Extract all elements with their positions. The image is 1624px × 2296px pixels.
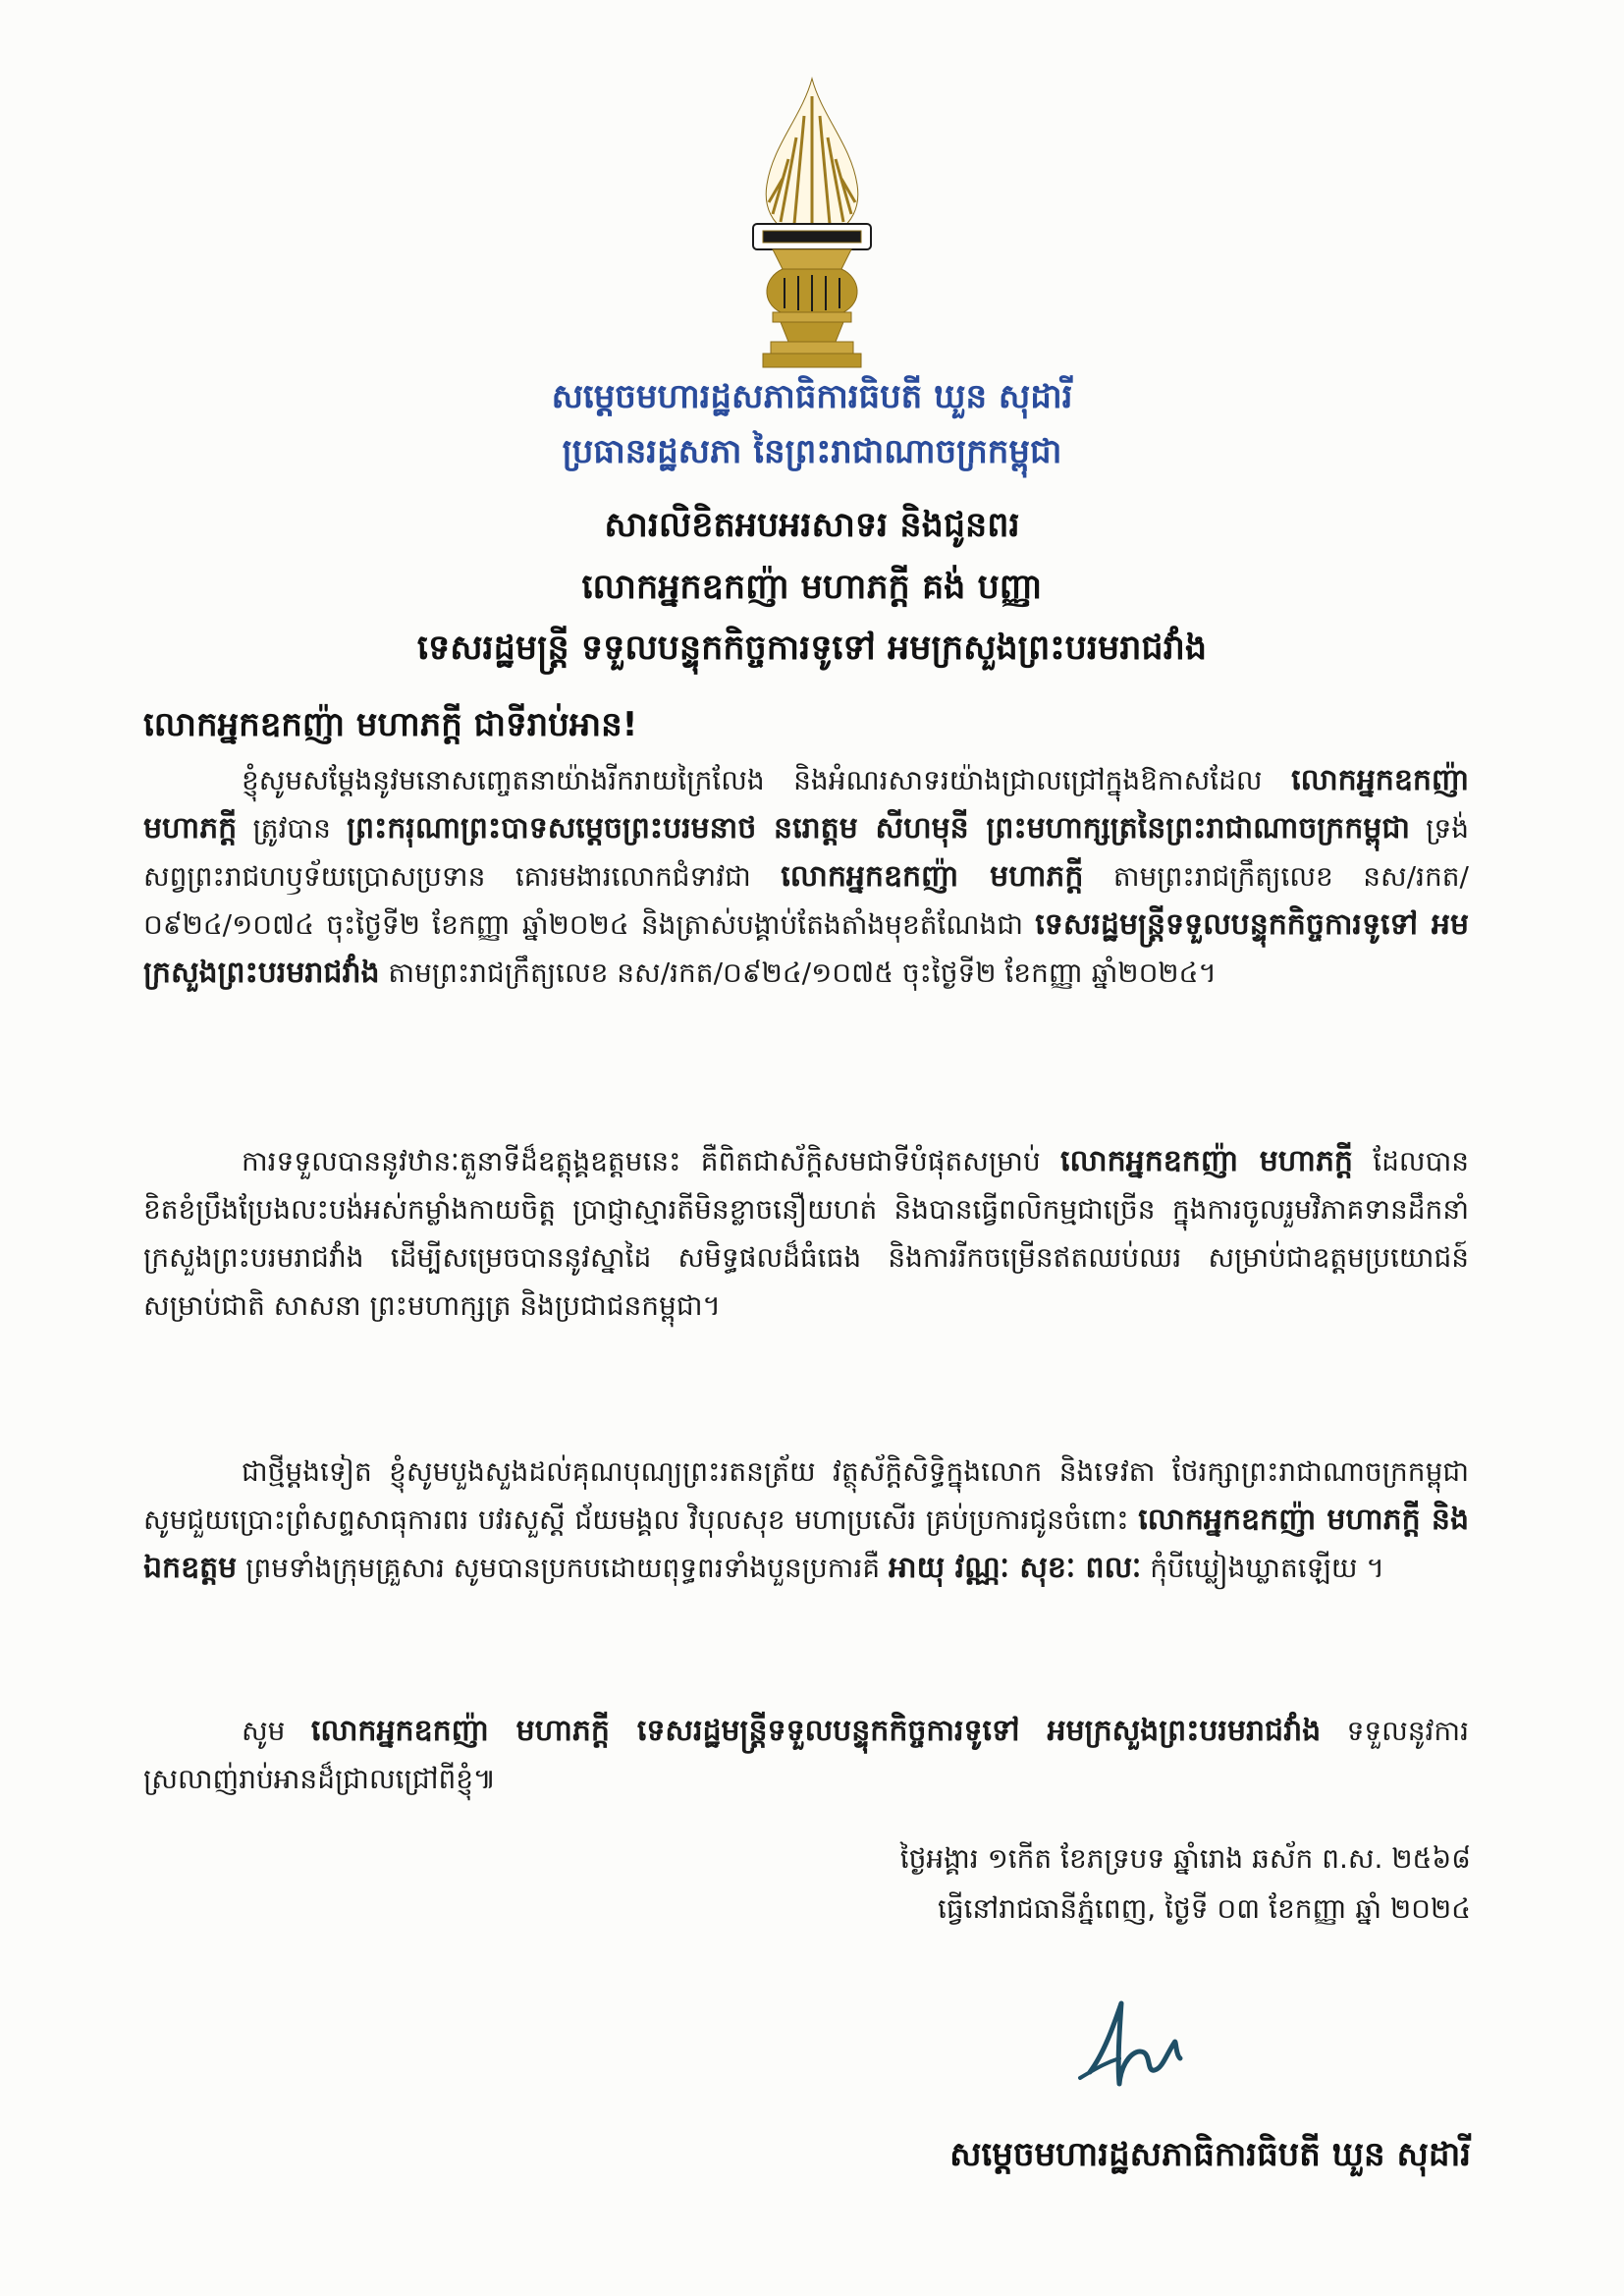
text-segment: ជាថ្មីម្តងទៀត ខ្ញុំសូមបួងសួងដល់គុណបុណ្យព្រះរតនត្រ័យ វត្ថុស័ក្តិសិទ្ធិក្នុងលោក និងទេវតា ថែរក្សាព្រះរាជាណាចក្រកម្ពុជា សូមជួយប្រោះព្រំសព្ទសាធុការពរ បវរសួស្តី ជ័យមង្គល វិបុលសុខ មហាប្រសើរ គ្រប់ប្រការជូនចំពោះ xyxy=(143,1455,1469,1536)
bold-segment: លោកអ្នកឧកញ៉ា មហាភក្តី ទេសរដ្ឋមន្ត្រីទទួលបន្ទុកកិច្ចការទូទៅ អមក្រសួងព្រះបរមរាជវាំង xyxy=(310,1714,1322,1748)
text-segment: ខ្ញុំសូមសម្តែងនូវមនោសញ្ចេតនាយ៉ាងរីករាយក្រៃលែង និងអំណរសាទរយ៉ាងជ្រាលជ្រៅក្នុងឱកាសដែល xyxy=(242,764,1292,796)
paragraph-4 xyxy=(143,1707,1469,1803)
recipient-position: ទេសរដ្ឋមន្ត្រី ទទួលបន្ទុកកិច្ចការទូទៅ អមក្រសួងព្រះបរមរាជវាំង xyxy=(416,629,1208,668)
sender-name: សម្តេចមហារដ្ឋសភាធិការធិបតី ឃួន សុដារី xyxy=(551,377,1073,416)
text-segment: សូម xyxy=(242,1715,311,1747)
text-segment: កុំបីឃ្លៀងឃ្លាតឡើយ ។ xyxy=(1141,1552,1384,1584)
text-segment: ដែលបានខិតខំប្រឹងប្រែងលះបង់អស់កម្លាំងកាយចិត្ត ប្រាជ្ញាស្មារតីមិនខ្លាចនឿយហត់ និងបានធ្វើពលិកម្មជាច្រើន ក្នុងការចូលរួមវិភាគទានដឹកនាំក្រសួងព្រះបរមរាជវាំង ដើម្បីសម្រេចបាននូវស្នាដៃ សមិទ្ធផលដ៏ធំធេង និងការរីកចម្រើនឥតឈប់ឈរ សម្រាប់ជាឧត្តមប្រយោជន៍សម្រាប់ជាតិ សាសនា ព្រះមហាក្សត្រ និងប្រជាជនកម្ពុជា។ xyxy=(143,1145,1470,1322)
signature-mark xyxy=(1060,1994,1227,2102)
bold-segment: ទេសរដ្ឋមន្ត្រីទទួលបន្ទុកកិច្ចការទូទៅ អមក្រសួងព្រះបរមរាជវាំង xyxy=(143,907,1469,990)
paragraph-2 xyxy=(143,1137,1469,1330)
bold-segment: លោកអ្នកឧកញ៉ា មហាភក្តី និងឯកឧត្តម xyxy=(143,1503,1469,1585)
lunar-date: ថ្ងៃអង្គារ ១កើត ខែភទ្របទ ឆ្នាំរោង ឆស័ក ព.ស. ២៥៦៨ xyxy=(899,1842,1471,1875)
bold-segment: ព្រះករុណាព្រះបាទសម្តេចព្រះបរមនាថ នរោត្តម សីហមុនី ព្រះមហាក្សត្រនៃព្រះរាជាណាចក្រកម្ពុជា xyxy=(347,811,1410,846)
salutation: លោកអ្នកឧកញ៉ា មហាភក្តី ជាទីរាប់អាន! xyxy=(143,705,638,744)
text-segment: តាមព្រះរាជក្រឹត្យលេខ នស/រកត/០៩២៤/១០៧៥ ចុះថ្ងៃទី២ ខែកញ្ញា ឆ្នាំ២០២៤។ xyxy=(379,957,1217,989)
text-segment: ការទទួលបាននូវឋានៈតួនាទីដ៏ឧត្តុង្គឧត្តមនេះ គឺពិតជាស័ក្តិសមជាទីបំផុតសម្រាប់ xyxy=(242,1145,1061,1177)
bold-segment: លោកអ្នកឧកញ៉ា មហាភក្តី xyxy=(781,859,1084,894)
national-assembly-emblem-icon xyxy=(733,77,891,371)
recipient-name: លោកអ្នកឧកញ៉ា មហាភក្ដី គង់ បញ្ញា xyxy=(581,568,1043,607)
bold-segment: អាយុ វណ្ណៈ សុខៈ ពលៈ xyxy=(889,1551,1142,1585)
bold-segment: លោកអ្នកឧកញ៉ា មហាភក្តី xyxy=(1060,1144,1353,1178)
paragraph-1 xyxy=(143,756,1469,997)
solar-date: ធ្វើនៅរាជធានីភ្នំពេញ, ថ្ងៃទី ០៣ ខែកញ្ញា ឆ្នាំ ២០២៤ xyxy=(938,1892,1471,1925)
text-segment: ទទួលនូវការស្រលាញ់រាប់អានដ៏ជ្រាលជ្រៅពីខ្ញុំ៕ xyxy=(143,1715,1469,1795)
bold-segment: លោកអ្នកឧកញ៉ា មហាភក្តី xyxy=(143,763,1469,846)
signatory-name: សម្តេចមហារដ្ឋសភាធិការធិបតី ឃួន សុដារី xyxy=(949,2135,1471,2174)
sender-position: ប្រធានរដ្ឋសភា នៃព្រះរាជាណាចក្រកម្ពុជា xyxy=(562,432,1062,471)
text-segment: ព្រមទាំងក្រុមគ្រួសារ សូមបានប្រកបដោយពុទ្ធពរទាំងបួនប្រការគឺ xyxy=(237,1552,890,1584)
text-segment: តាមព្រះរាជក្រឹត្យលេខ នស/រកត/០៩២៤/១០៧៤ ចុះថ្ងៃទី២ ខែកញ្ញា ឆ្នាំ២០២៤ និងត្រាស់បង្គាប់តែងតាំងមុខតំណែងជា xyxy=(143,860,1469,941)
text-segment: ត្រូវបាន xyxy=(237,812,348,845)
letter-title: សារលិខិតអបអរសាទរ និងជូនពរ xyxy=(604,506,1020,545)
paragraph-3 xyxy=(143,1448,1469,1592)
text-segment: ទ្រង់សព្វព្រះរាជហឫទ័យប្រោសប្រទាន គោរមងារលោកជំទាវជា xyxy=(143,812,1469,893)
